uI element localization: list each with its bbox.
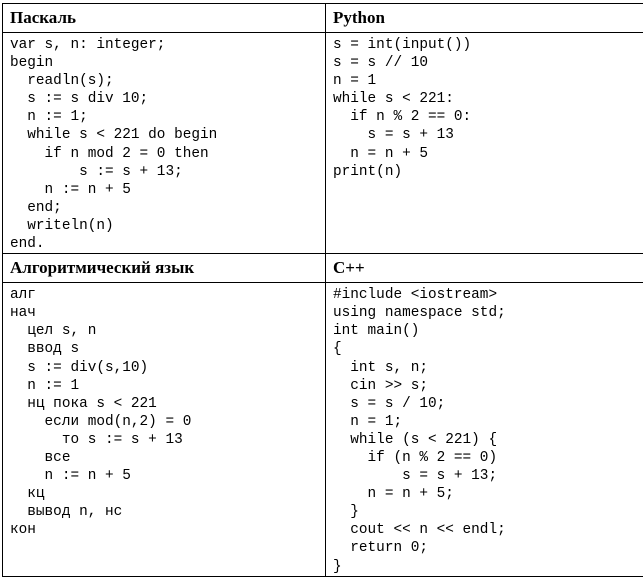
header-pascal: Паскаль xyxy=(3,4,326,33)
header-row-bottom xyxy=(3,254,643,283)
code-line: cin >> s; xyxy=(333,377,428,394)
code-comparison-grid xyxy=(2,3,641,575)
code-line: int main() xyxy=(333,323,420,340)
code-line: все xyxy=(10,449,71,466)
code-line: if n % 2 == 0: xyxy=(333,109,472,126)
code-line: n = n + 5 xyxy=(333,145,428,162)
code-line: s = s // 10 xyxy=(333,55,428,72)
pascal-code-cell xyxy=(3,33,326,254)
code-row-top xyxy=(3,33,643,254)
header-cpp: C++ xyxy=(326,254,643,283)
cpp-code-cell xyxy=(326,283,643,577)
code-line: end; xyxy=(10,199,62,216)
code-line: print(n) xyxy=(333,163,403,180)
code-line: нач xyxy=(10,305,36,322)
code-line: ввод s xyxy=(10,341,80,358)
header-python: Python xyxy=(326,4,643,33)
code-line: { xyxy=(333,341,342,358)
code-line: while s < 221: xyxy=(333,91,454,108)
code-line: s = s / 10; xyxy=(333,395,446,412)
code-line: begin xyxy=(10,55,54,72)
code-line: n = n + 5; xyxy=(333,486,454,503)
code-line: s = int(input()) xyxy=(333,37,472,53)
code-line: алг xyxy=(10,287,36,304)
code-line: s := s + 13; xyxy=(10,163,183,180)
pascal-code-block xyxy=(10,33,319,253)
algo-code-block xyxy=(10,283,319,539)
code-line: readln(s); xyxy=(10,73,114,90)
code-line: если mod(n,2) = 0 xyxy=(10,413,192,430)
code-line: if (n % 2 == 0) xyxy=(333,449,498,466)
code-line: } xyxy=(333,504,359,521)
header-row-top xyxy=(3,4,643,33)
code-line: n := n + 5 xyxy=(10,468,131,485)
code-line: var s, n: integer; xyxy=(10,37,166,53)
code-line: нц пока s < 221 xyxy=(10,395,157,412)
python-code-block xyxy=(333,33,638,181)
code-line: n := 1; xyxy=(10,109,88,126)
code-line: n := n + 5 xyxy=(10,181,131,198)
code-line: s := s div 10; xyxy=(10,91,149,108)
code-line: int s, n; xyxy=(333,359,428,376)
code-row-bottom xyxy=(3,283,643,577)
cpp-code-block xyxy=(333,283,638,576)
header-algo: Алгоритмический язык xyxy=(3,254,326,283)
code-line: using namespace std; xyxy=(333,305,506,322)
code-line: return 0; xyxy=(333,540,428,557)
code-line: вывод n, нс xyxy=(10,504,123,521)
code-line: s = s + 13 xyxy=(333,127,454,144)
code-line: if n mod 2 = 0 then xyxy=(10,145,209,162)
code-line: n = 1 xyxy=(333,73,377,90)
python-code-cell xyxy=(326,33,643,254)
code-line: то s := s + 13 xyxy=(10,431,183,448)
code-line: s = s + 13; xyxy=(333,468,498,485)
code-line: writeln(n) xyxy=(10,217,114,234)
code-line: кон xyxy=(10,522,36,539)
code-line: n = 1; xyxy=(333,413,403,430)
algo-code-cell xyxy=(3,283,326,577)
code-line: end. xyxy=(10,236,45,253)
code-line: #include <iostream> xyxy=(333,287,498,304)
code-table xyxy=(2,3,643,577)
code-line: } xyxy=(333,558,342,575)
code-line: cout << n << endl; xyxy=(333,522,506,539)
code-line: цел s, n xyxy=(10,323,97,340)
code-line: s := div(s,10) xyxy=(10,359,149,376)
code-line: n := 1 xyxy=(10,377,80,394)
code-line: while (s < 221) { xyxy=(333,431,498,448)
code-line: кц xyxy=(10,486,45,503)
code-line: while s < 221 do begin xyxy=(10,127,218,144)
